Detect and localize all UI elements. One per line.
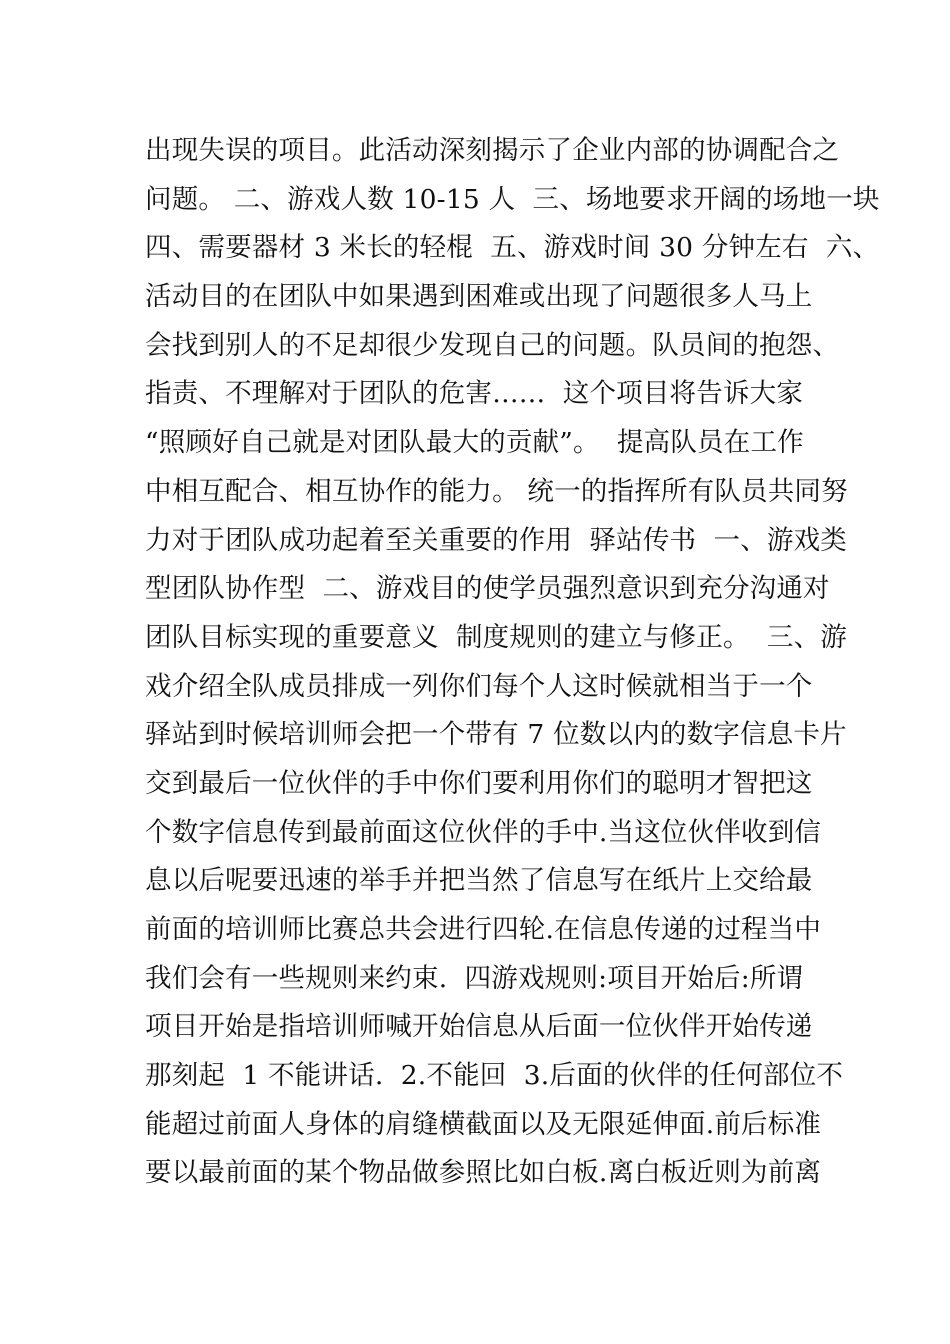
text-line: 团队目标实现的重要意义 制度规则的建立与修正。 三、游 [145,621,847,653]
text-line: “照顾好自己就是对团队最大的贡献”。 提高队员在工作 [145,427,804,459]
text-line: 能超过前面人身体的肩缝横截面以及无限延伸面.前后标准 [145,1108,822,1140]
body-text [145,127,880,1198]
text-line: 出现失误的项目。此活动深刻揭示了企业内部的协调配合之 [145,135,840,166]
text-line: 驿站到时候培训师会把一个带有 7 位数以内的数字信息卡片 [145,719,847,751]
text-line: 中相互配合、相互协作的能力。 统一的指挥所有队员共同努 [145,475,848,507]
text-line: 力对于团队成功起着至关重要的作用 驿站传书 一、游戏类 [145,524,847,556]
text-line: 戏介绍全队成员排成一列你们每个人这时候就相当于一个 [145,670,813,702]
text-line: 会找到别人的不足却很少发现自己的问题。队员间的抱怨、 [145,329,840,361]
text-line: 四、需要器材 3 米长的轻棍 五、游戏时间 30 分钟左右 六、 [145,232,880,264]
text-line: 活动目的在团队中如果遇到困难或出现了问题很多人马上 [145,281,813,313]
text-line: 交到最后一位伙伴的手中你们要利用你们的聪明才智把这 [145,767,813,799]
text-line: 那刻起 1 不能讲话. 2.不能回 3.后面的伙伴的任何部位不 [145,1060,844,1092]
text-line: 要以最前面的某个物品做参照比如白板.离白板近则为前离 [145,1157,822,1189]
text-line: 我们会有一些规则来约束. 四游戏规则:项目开始后:所谓 [145,962,804,994]
text-line: 指责、不理解对于团队的危害…… 这个项目将告诉大家 [145,378,804,410]
text-line: 型团队协作型 二、游戏目的使学员强烈意识到充分沟通对 [145,573,830,605]
text-line: 息以后呢要迅速的举手并把当然了信息写在纸片上交给最 [145,865,813,897]
text-line: 问题。 二、游戏人数 10-15 人 三、场地要求开阔的场地一块 [145,183,880,215]
text-line: 前面的培训师比赛总共会进行四轮.在信息传递的过程当中 [145,914,822,945]
text-line: 项目开始是指培训师喊开始信息从后面一位伙伴开始传递 [145,1011,813,1043]
text-line: 个数字信息传到最前面这位伙伴的手中.当这位伙伴收到信 [145,816,822,848]
